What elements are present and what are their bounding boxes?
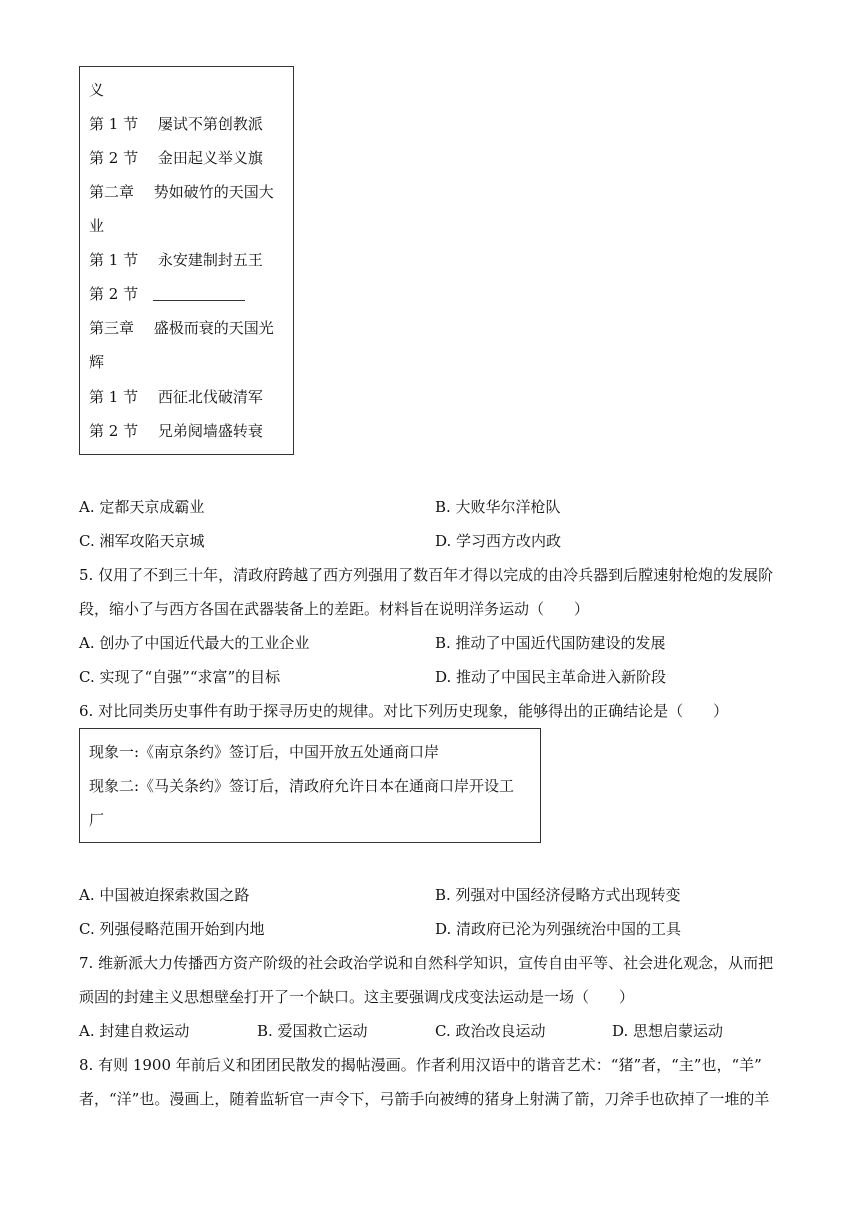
phenomenon-1: 现象一:《南京条约》签订后，中国开放五处通商口岸 [89,743,440,761]
answer-blank [153,286,245,301]
question-5-stem-cont: 段，缩小了与西方各国在武器装备上的差距。材料旨在说明洋务运动（ ） [79,600,590,618]
phenomenon-2-cont: 厂 [89,811,105,829]
option-b: B. 大败华尔洋枪队 [435,498,561,516]
option-a: A. 中国被迫探索救国之路 [79,886,250,904]
toc-line: 第二章 势如破竹的天国大 [89,183,274,201]
option-b: B. 列强对中国经济侵略方式出现转变 [435,886,681,904]
toc-line: 第 2 节 [89,285,154,303]
option-a: A. 创办了中国近代最大的工业企业 [79,634,310,652]
toc-line: 第 2 节 金田起义举义旗 [89,149,263,167]
question-6-stem: 6. 对比同类历史事件有助于探寻历史的规律。对比下列历史现象，能够得出的正确结论是（ ） [79,702,729,720]
option-c: C. 实现了“自强”“求富”的目标 [79,668,281,686]
option-c: C. 湘军攻陷天京城 [79,532,205,550]
toc-line: 义 [89,81,105,99]
phenomenon-2: 现象二:《马关条约》签订后，清政府允许日本在通商口岸开设工 [89,777,515,795]
question-8-stem-cont: 者，“洋”也。漫画上，随着监斩官一声令下，弓箭手向被缚的猪身上射满了箭，刀斧手也砍掉了一堆的羊 [79,1090,770,1108]
option-c: C. 政治改良运动 [435,1022,546,1040]
option-b: B. 爱国救亡运动 [257,1022,368,1040]
option-d: D. 思想启蒙运动 [612,1022,724,1040]
option-b: B. 推动了中国近代国防建设的发展 [435,634,666,652]
option-d: D. 推动了中国民主革命进入新阶段 [435,668,667,686]
question-7-stem-cont: 顽固的封建主义思想壁垒打开了一个缺口。这主要强调戊戌变法运动是一场（ ） [79,988,635,1006]
question-8-stem: 8. 有则 1900 年前后义和团团民散发的揭帖漫画。作者利用汉语中的谐音艺术：“猪”者，“主”也，“羊” [79,1056,762,1074]
toc-blank-line [89,284,245,304]
toc-line: 第 1 节 屡试不第创教派 [89,115,263,133]
toc-line: 第三章 盛极而衰的天国光 [89,319,274,337]
option-d: D. 学习西方改内政 [435,532,562,550]
option-c: C. 列强侵略范围开始到内地 [79,920,265,938]
toc-line: 第 1 节 永安建制封五王 [89,251,263,269]
option-a: A. 定都天京成霸业 [79,498,205,516]
toc-line: 辉 [89,353,105,371]
toc-line: 第 1 节 西征北伐破清军 [89,388,263,406]
toc-line: 业 [89,217,105,235]
toc-line: 第 2 节 兄弟阋墙盛转衰 [89,422,263,440]
option-d: D. 清政府已沦为列强统治中国的工具 [435,920,682,938]
question-5-stem: 5. 仅用了不到三十年，清政府跨越了西方列强用了数百年才得以完成的由冷兵器到后膛速射枪炮的发展阶 [79,566,774,584]
question-7-stem: 7. 维新派大力传播西方资产阶级的社会政治学说和自然科学知识，宣传自由平等、社会进化观念，从而把 [79,954,774,972]
option-a: A. 封建自救运动 [79,1022,190,1040]
